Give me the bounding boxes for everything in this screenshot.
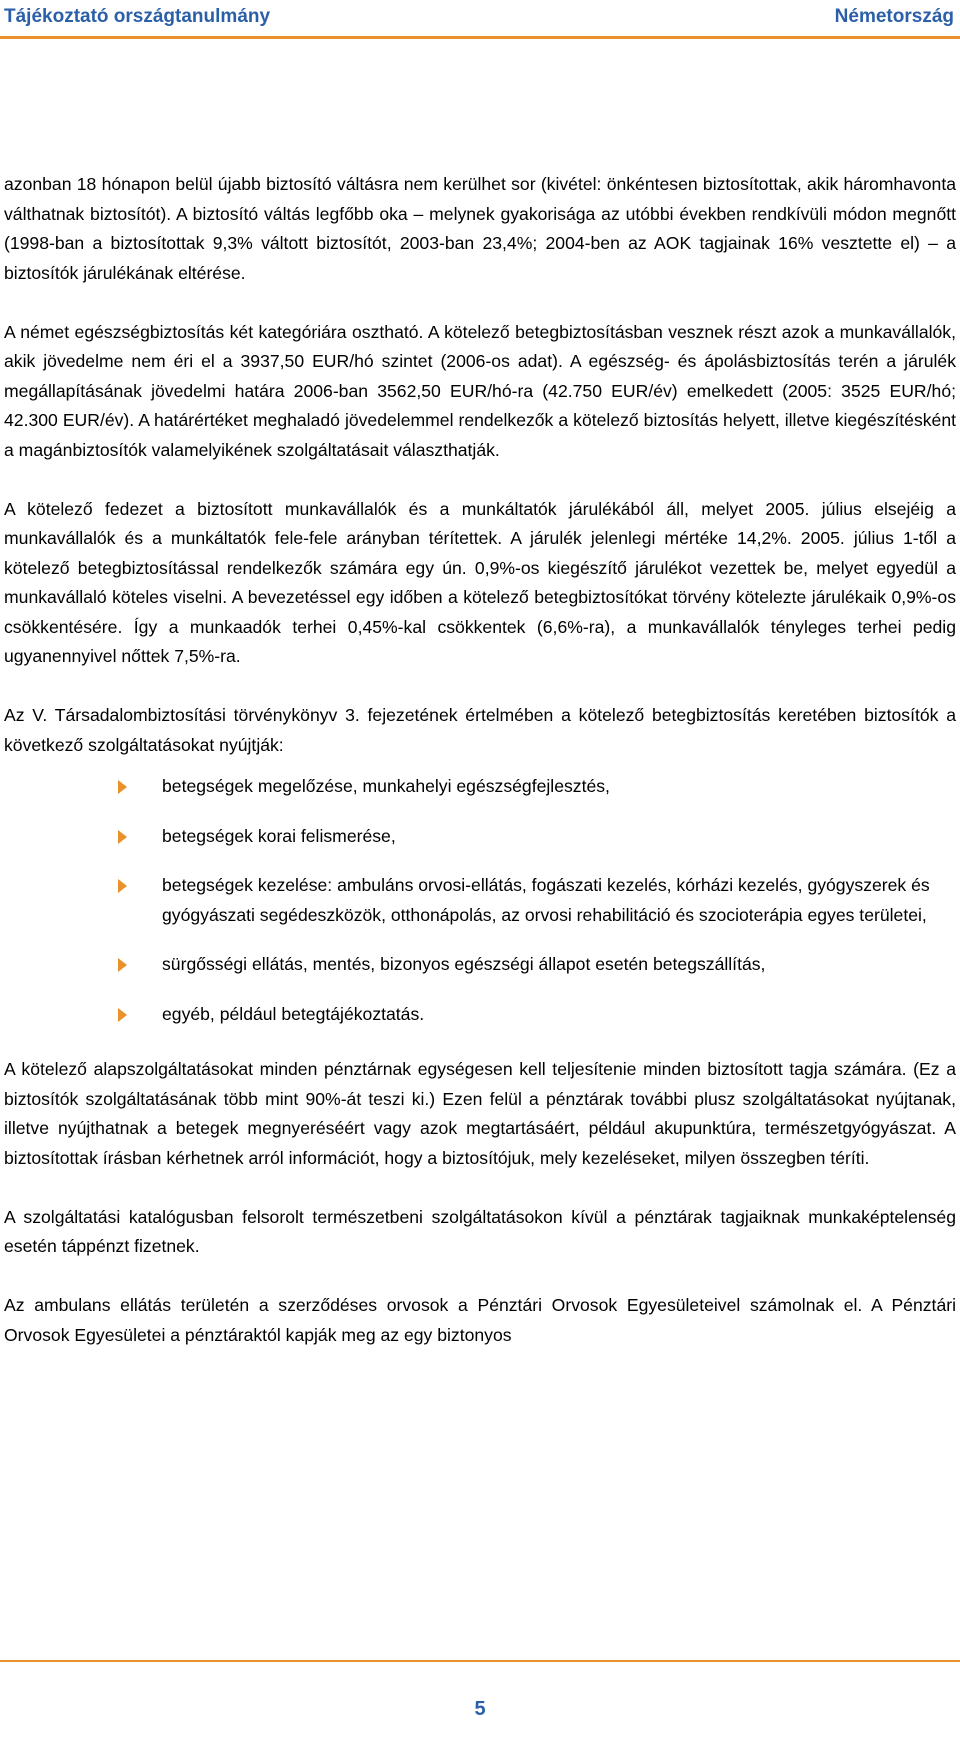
header-country-title: Németország [834,6,954,27]
page-header [0,0,960,40]
arrow-bullet-icon [118,1008,127,1022]
list-item-text: sürgősségi ellátás, mentés, bizonyos egészségi állapot esetén betegszállítás, [162,954,766,974]
paragraph-services-intro: Az V. Társadalombiztosítási törvénykönyv 3. fejezetének értelmében a kötelező betegbiztosítás keretében biztosítók a következő szolgáltatásokat nyújtják: [4,705,956,755]
footer-divider [0,1660,960,1662]
paragraph-insurer-switch: azonban 18 hónapon belül újabb biztosító váltásra nem kerülhet sor (kivétel: önkéntesen biztosítottak, akik háromhavonta válthatnak biztosítót). A biztosító váltás legfőbb oka – melynek gyakorisága az utóbbi években rendkívüli módon megnőtt (1998-ban a biztosítottak 9,3% váltott biztosítót, 2003-ban 23,4%; 2004-ben az AOK tagjainak 16% vesztette el) – a biztosítók járulékának eltérése. [4,174,956,283]
list-item-text: egyéb, például betegtájékoztatás. [162,1003,425,1024]
document-body [4,170,956,1380]
list-item [4,822,956,852]
arrow-bullet-icon [118,958,127,972]
list-item [4,871,956,930]
arrow-bullet-icon [118,780,127,794]
list-item-text: betegségek korai felismerése, [162,825,396,846]
paragraph-basic-services: A kötelező alapszolgáltatásokat minden pénztárnak egységesen kell teljesítenie minden biztosított tagja számára. (Ez a biztosítók szolgáltatásának több mint 90%-át teszi ki.) Ezen felül a pénztárak további plusz szolgáltatásokat nyújtanak, illetve nyújthatnak a betegek megnyeréséért vagy azok megtartásáért, például akupunktúra, természetgyógyászat. A biztosítottak írásban kérhetnek arról információt, hogy a biztosítójuk, mely kezeléseket, milyen összegben téríti. [4,1059,956,1168]
list-item-text: betegségek megelőzése, munkahelyi egészségfejlesztés, [162,776,610,796]
header-divider [0,36,960,39]
list-item [4,772,956,802]
services-list [4,772,956,1029]
paragraph-ambulant-care: Az ambulans ellátás területén a szerződéses orvosok a Pénztári Orvosok Egyesületeivel számolnak el. A Pénztári Orvosok Egyesületei a pénztáraktól kapják meg az egy biztonyos [4,1295,956,1345]
page-number: 5 [474,1698,486,1720]
list-item [4,1000,956,1030]
list-item [4,950,956,980]
arrow-bullet-icon [118,879,127,893]
list-item-text: betegségek kezelése: ambuláns orvosi-ellátás, fogászati kezelés, kórházi kezelés, gyógyszerek és gyógyászati segédeszközök, otthonápolás, az orvosi rehabilitáció és szocioterápia egyes területei, [162,875,930,925]
header-document-title: Tájékoztató országtanulmány [4,6,271,27]
arrow-bullet-icon [118,830,127,844]
paragraph-insurance-categories: A német egészségbiztosítás két kategóriára osztható. A kötelező betegbiztosításban vesznek részt azok a munkavállalók, akik jövedelme nem éri el a 3937,50 EUR/hó szintet (2006-os adat). A egészség- és ápolásbiztosítás terén a járulék megállapításának jövedelmi határa 2006-ban 3562,50 EUR/hó-ra (42.750 EUR/év) emelkedett (2005: 3525 EUR/hó; 42.300 EUR/év). A határértéket meghaladó jövedelemmel rendelkezők a kötelező biztosítás helyett, illetve kiegészítésként a magánbiztosítók valamelyikének szolgáltatásait választhatják. [4,321,956,460]
paragraph-sick-pay: A szolgáltatási katalógusban felsorolt természetbeni szolgáltatásokon kívül a pénztárak tagjaiknak munkaképtelenség esetén táppénzt fizetnek. [4,1206,956,1256]
paragraph-mandatory-coverage: A kötelező fedezet a biztosított munkavállalók és a munkáltatók járulékából áll, melyet 2005. július elsejéig a munkavállalók és a munkáltatók fele-fele arányban térítettek. A járulék jelenlegi mértéke 14,2%. 2005. július 1-től a kötelező betegbiztosítással rendelkezők számára egy ún. 0,9%-os kiegészítő járulékot vezettek be, melyet egyedül a munkavállaló köteles viselni. A bevezetéssel egy időben a kötelező betegbiztosítókat törvény kötelezte járulékaik 0,9%-os csökkentésére. Így a munkaadók terhei 0,45%-kal csökkentek (6,6%-ra), a munkavállalók tényleges terhei pedig ugyanennyivel nőttek 7,5%-ra. [4,498,956,666]
